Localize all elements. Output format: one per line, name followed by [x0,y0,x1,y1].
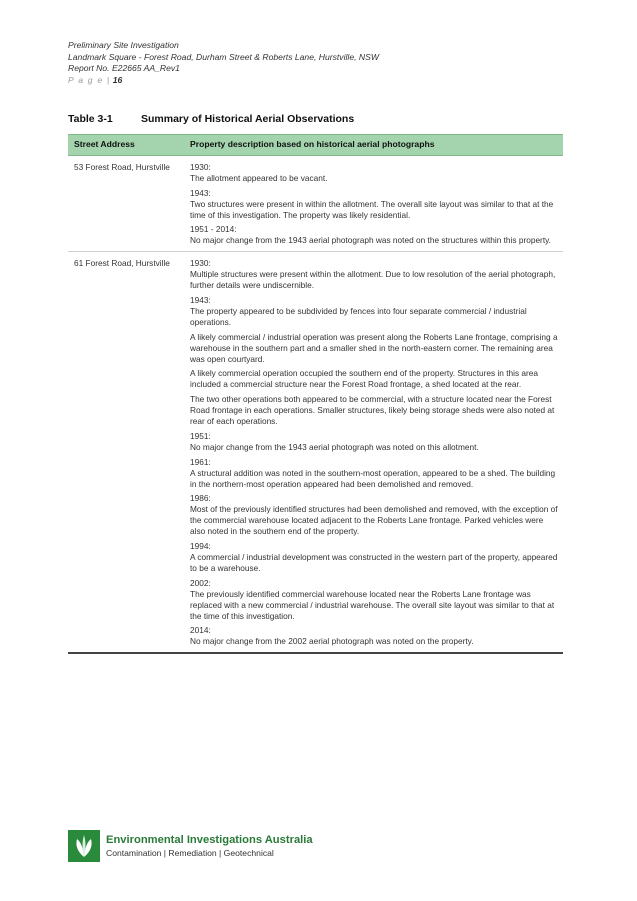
observation-entry [190,224,558,246]
observation-text: The two other operations both appeared to be commercial, with a structure located near the Forest Road frontage in each operations. Smaller structures, likely being storage sheds were also noted at rear of each operations. [190,394,555,427]
leaf-logo-icon [68,830,100,862]
observation-year: 1930: [190,161,211,172]
observation-text: Most of the previously identified structures had been demolished and removed, with the exception of the commercial warehouse located adjacent to the Roberts Lane frontage. Parked vehicles were also noted in the southern end of the property. [190,504,558,537]
observation-entry [190,162,558,184]
observation-entry [190,295,558,427]
observation-text: The previously identified commercial warehouse located near the Roberts Lane frontage was replaced with a new commercial / industrial warehouse. The overall site layout was similar to that at the time of this investigation. [190,588,555,621]
page-label: P a g e | [68,74,111,85]
observation-year: 1994: [190,541,211,552]
column-header-address: Street Address [68,135,184,156]
company-name: Environmental Investigations Australia [106,833,313,846]
observation-entry [190,625,558,647]
page-number: 16 [112,74,123,85]
observation-year: 1986: [190,493,211,504]
observation-entry [190,457,558,490]
header-page [68,75,379,87]
historical-aerial-table [68,134,563,654]
observation-year: 2002: [190,577,211,588]
table-header-row [68,135,563,156]
table-caption [68,113,354,125]
observation-year: 1943: [190,294,211,305]
observation-entry [190,188,558,221]
observation-text: A likely commercial operation occupied the southern end of the property. Structures in this area included a commercial structure near the Forest Road frontage, a shed located at the rear. [190,368,539,390]
observation-entry [190,493,558,537]
observation-entry [190,578,558,622]
observation-year: 1961: [190,456,211,467]
observation-year: 1951: [190,430,211,441]
observation-entry [190,431,558,453]
street-address-cell: 53 Forest Road, Hurstville [74,161,170,172]
observation-year: 1951 - 2014: [190,224,237,235]
observation-entry [190,258,558,291]
header-report-number: Report No. E22665 AA_Rev1 [68,63,180,74]
description-cell [184,252,563,654]
observation-text: A likely commercial / industrial operation was present along the Roberts Lane frontage, comprising a warehouse in the southern part and a smaller shed in the north-eastern corner. The remaining area was open courtyard. [190,331,558,364]
header-project: Landmark Square - Forest Road, Durham Street & Roberts Lane, Hurstville, NSW [68,51,379,62]
observation-year: 1943: [190,187,211,198]
observation-text: The allotment appeared to be vacant. [190,172,328,183]
page-header [68,40,379,86]
table-title: Summary of Historical Aerial Observations [141,113,355,125]
observation-entry [190,541,558,574]
header-report-title: Preliminary Site Investigation [68,40,179,50]
observation-text: Multiple structures were present within the allotment. Due to low resolution of the aerial photograph, further details were undiscernible. [190,269,556,291]
street-address-cell: 61 Forest Road, Hurstville [74,258,170,269]
description-cell [184,155,563,251]
observation-text: No major change from the 1943 aerial photograph was noted on this allotment. [190,441,479,452]
table-row [68,252,563,654]
observation-text: No major change from the 1943 aerial photograph was noted on the structures within this property. [190,235,551,246]
observation-year: 1930: [190,258,211,269]
page-footer [68,830,313,862]
observation-year: 2014: [190,625,211,636]
observation-text: No major change from the 2002 aerial photograph was noted on the property. [190,636,474,647]
observation-text: A structural addition was noted in the southern-most operation, appeared to be a shed. The building in the northern-most operation appeared had been demolished and removed. [190,467,556,489]
table-row [68,155,563,251]
observation-text: Two structures were present in within the allotment. The overall site layout was similar to that at the time of this investigation. The property was likely residential. [190,198,554,220]
observation-text: The property appeared to be subdivided by fences into four separate commercial / industrial operations. [190,305,527,327]
table-number: Table 3-1 [68,113,113,125]
observation-text: A commercial / industrial development was constructed in the western part of the property, appeared to be a warehouse. [190,552,558,573]
company-tagline: Contamination | Remediation | Geotechnical [106,847,274,858]
table-body [68,155,563,653]
column-header-description: Property description based on historical aerial photographs [184,135,563,156]
